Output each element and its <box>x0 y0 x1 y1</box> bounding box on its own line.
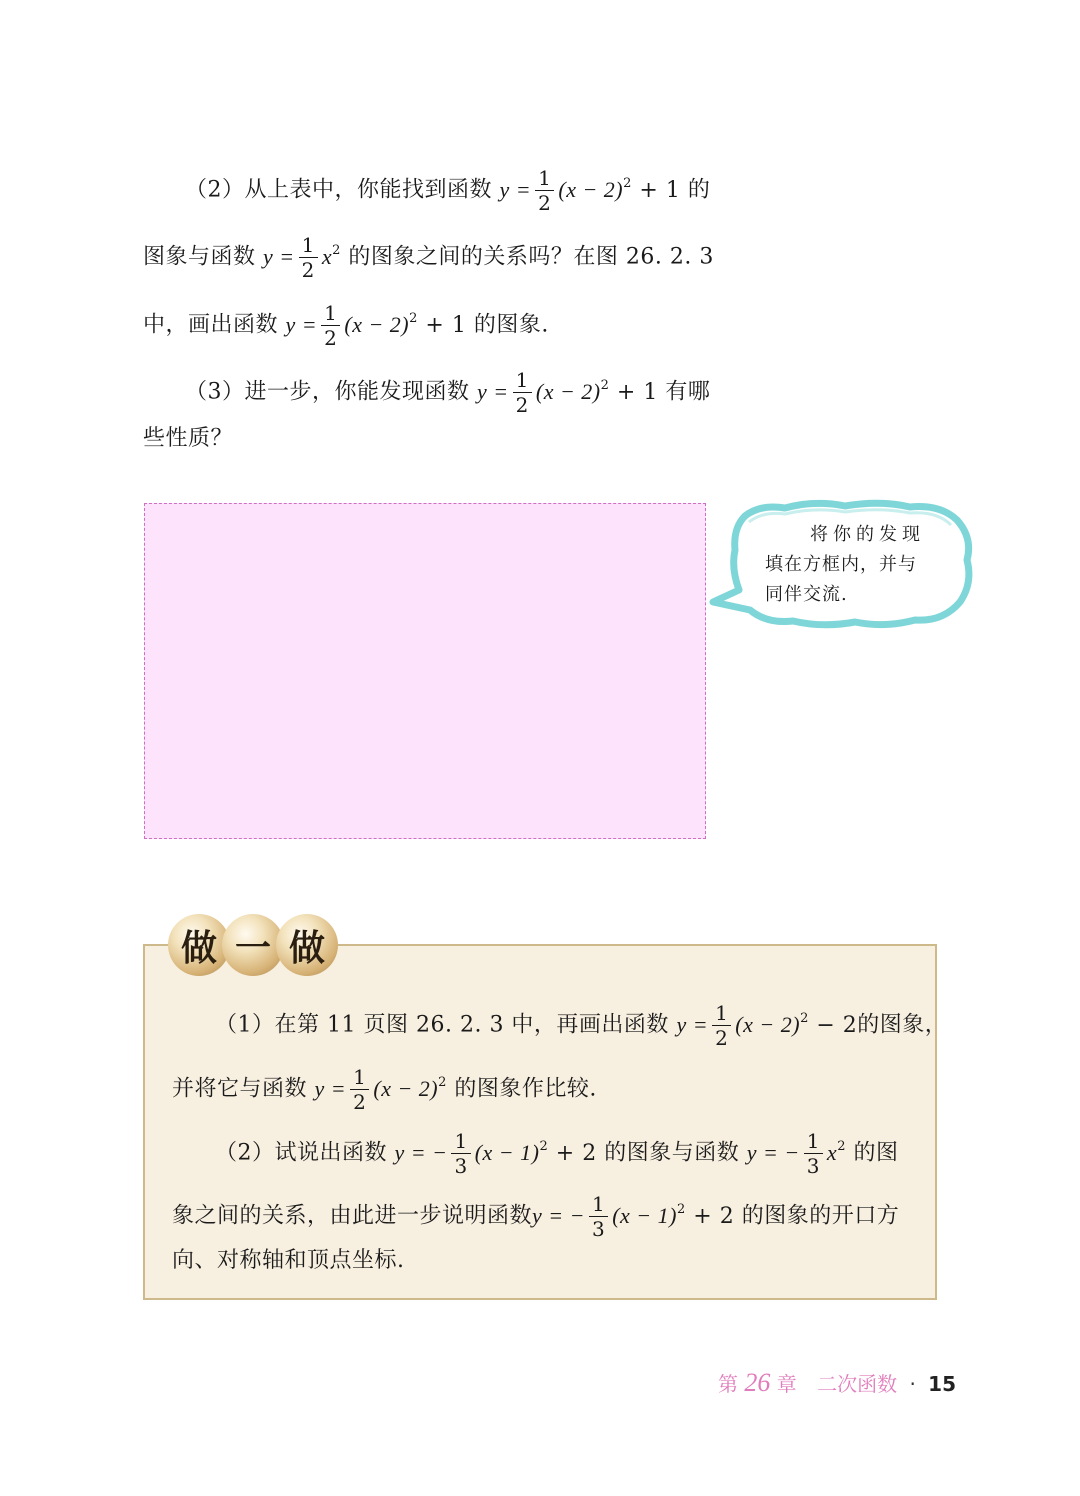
formula: y = $\frac{1}{2}$ $(x - 2)^2$ <box>314 1065 447 1114</box>
activity-p1-line1: （1）在第 11 页图 26. 2. 3 中，再画出函数 y = $\frac{1}{2}$ $(x - 2)^2 - 2$的图象， <box>215 1001 948 1050</box>
page-footer: 第 26 章 二次函数 · 15 <box>718 1368 956 1397</box>
p2-line1: （2）从上表中，你能找到函数 y = $\frac{1}{2}$ $(x - 2)^2 + 1$ 的 <box>185 166 711 215</box>
activity-p2-line2: 象之间的关系，由此进一步说明函数y = − $\frac{1}{3}$ $(x - 1)^2 + 2$ 的图象的开口方 <box>172 1192 900 1241</box>
answer-box[interactable] <box>144 503 706 839</box>
chapter-number: 26 <box>744 1368 771 1397</box>
formula: y = − $\frac{1}{3}$ $x^2$ <box>746 1129 846 1178</box>
activity-title-char: 做 <box>168 914 230 976</box>
formula: y = $\frac{1}{2}$ $(x - 2)^2 - 2$ <box>676 1001 858 1050</box>
activity-title-char: 一 <box>222 914 284 976</box>
formula: y = − $\frac{1}{3}$ $(x - 1)^2 + 2$ <box>394 1129 597 1178</box>
p3-line1: （3）进一步，你能发现函数 y = $\frac{1}{2}$ $(x - 2)^2 + 1$ 有哪 <box>185 368 711 417</box>
p3-marker: （3） <box>185 379 245 405</box>
formula: y = $\frac{1}{2}$ $(x - 2)^2 + 1$ <box>477 368 658 417</box>
page-number: 15 <box>928 1372 956 1396</box>
activity-title-char: 做 <box>276 914 338 976</box>
chapter-title: 二次函数 <box>817 1372 898 1396</box>
activity-p1-line2: 并将它与函数 y = $\frac{1}{2}$ $(x - 2)^2$ 的图象作比较. <box>172 1065 597 1114</box>
activity-p1-marker: （1） <box>215 1012 275 1038</box>
bubble-text: 将你的发现 填在方框内，并与 同伴交流. <box>765 524 925 605</box>
activity-p2-line1: （2）试说出函数 y = − $\frac{1}{3}$ $(x - 1)^2 + 2$ 的图象与函数 y = − $\frac{1}{3}$ $x^2$ 的图 <box>215 1129 899 1178</box>
p2-marker: （2） <box>185 177 245 203</box>
formula: y = $\frac{1}{2}$ $(x - 2)^2 + 1$ <box>285 301 467 350</box>
activity-p2-line3: 向、对称轴和顶点坐标. <box>172 1248 405 1273</box>
activity-p2-marker: （2） <box>215 1140 275 1166</box>
p3-line2: 些性质？ <box>143 426 234 451</box>
formula: y = $\frac{1}{2}$ $x^2$ <box>263 233 341 282</box>
p2-line3: 中，画出函数 y = $\frac{1}{2}$ $(x - 2)^2 + 1$ 的图象. <box>143 301 549 350</box>
p2-line2: 图象与函数 y = $\frac{1}{2}$ $x^2$ 的图象之间的关系吗？在图 26. 2. 3 <box>143 233 714 282</box>
formula: y = $\frac{1}{2}$ $(x - 2)^2 + 1$ <box>499 166 681 215</box>
formula: y = − $\frac{1}{3}$ $(x - 1)^2 + 2$ <box>532 1192 735 1241</box>
